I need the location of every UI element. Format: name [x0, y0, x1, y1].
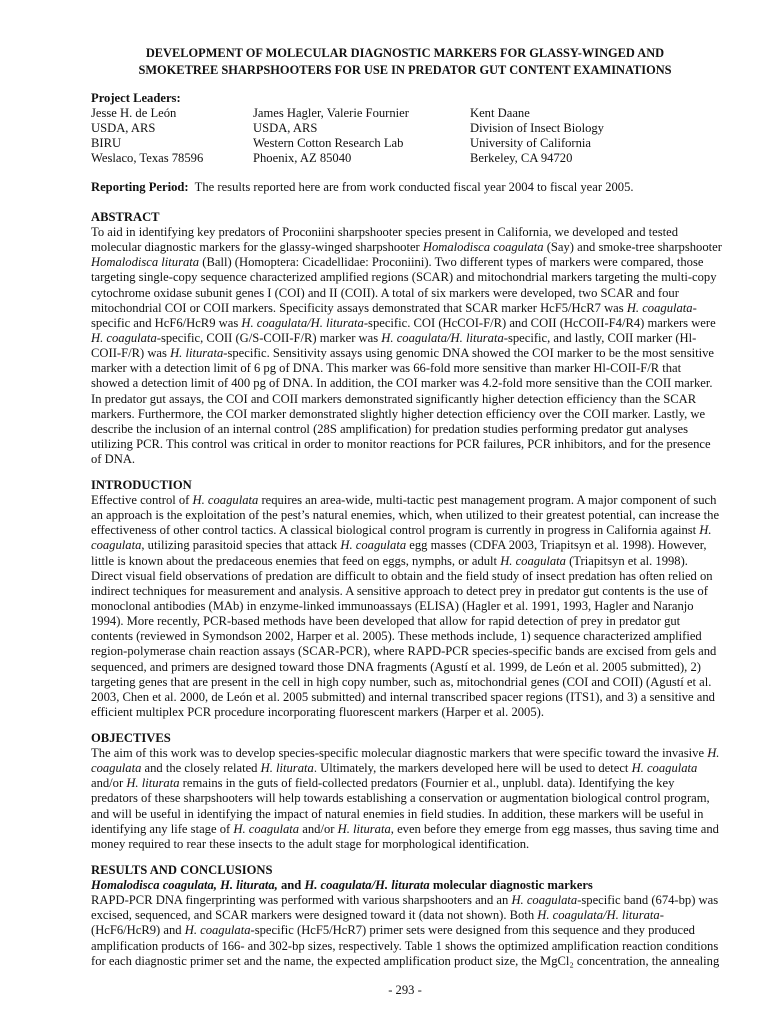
text-run: remains in the guts of field-collected predators (Fournier et al., unplubl. data). Identifying the key: [179, 776, 675, 791]
text-line: [91, 286, 726, 301]
italic-text: coagulata: [91, 761, 142, 776]
leader-column-1: [91, 106, 203, 166]
italic-text: H. liturata: [260, 761, 314, 776]
leader-column-3: [470, 106, 604, 166]
text-run: (Ball) (Homoptera: Cicadellidae: Proconiini). Two different types of markers were compared, those: [199, 255, 704, 270]
italic-text: H. coagulata: [500, 553, 566, 568]
italic-text: Homalodisca liturata: [91, 255, 200, 270]
text-run: monoclonal antibodies (MAb) in enzyme-linked immunoassays (ELISA) (Hagler et al. 1991, 1993, Hagler and Naranjo: [91, 598, 694, 613]
text-line: [91, 270, 726, 285]
text-line: [91, 554, 726, 569]
text-line: [91, 331, 726, 346]
text-line: [91, 407, 726, 422]
text-run: marker with a detection limit of 6 pg of DNA. This marker was 66-fold more sensitive than marker Hl-COII-F/R that: [91, 361, 682, 376]
leader-info-line: Phoenix, AZ 85040: [253, 151, 352, 165]
text-run: molecular diagnostic markers for the glassy-winged sharpshooter: [91, 240, 423, 255]
text-line: [91, 392, 726, 407]
text-run: and/or: [91, 776, 127, 791]
text-run: (Say) and smoke-tree sharpshooter: [543, 240, 722, 255]
text-run: indirect techniques for measurement and analysis. A sensitive approach to detect prey in predator gut contents is the use of: [91, 583, 708, 598]
title-line-2: SMOKETREE SHARPSHOOTERS FOR USE IN PREDATOR GUT CONTENT EXAMINATIONS: [138, 63, 672, 77]
text-run: money required to rear these insects to the adult stage for morphological identification.: [91, 836, 530, 851]
italic-text: H.: [707, 746, 720, 760]
text-line: [91, 301, 726, 316]
leader-info-line: University of California: [470, 136, 592, 150]
italic-text: H. coagulata: [511, 893, 578, 908]
leader-info-line: BIRU: [91, 136, 122, 150]
leader-info-line: Division of Insect Biology: [470, 121, 604, 135]
italic-text: H. coagulata/H. liturata: [241, 315, 364, 330]
results-heading: RESULTS AND CONCLUSIONS: [91, 863, 273, 877]
reporting-period: [91, 180, 634, 195]
text-line: [91, 761, 726, 776]
text-run: requires an area-wide, multi-tactic pest management program. A major component of such: [258, 493, 717, 507]
text-run: In predator gut assays, the COI and COII markers demonstrated significantly higher detection efficiency than the SCAR: [91, 391, 697, 406]
text-run: targeting single-copy sequence characterized amplified regions (SCAR) and mitochondrial markers targeting the multi-copy: [91, 270, 717, 285]
italic-text: H. coagulata/H. liturata: [381, 330, 504, 345]
text-run: -specific (HcF5/HcR7) primer sets were designed from this sequence and they produced: [250, 923, 695, 938]
objectives-body: [91, 746, 726, 852]
leader-info-line: Berkeley, CA 94720: [470, 151, 573, 165]
text-run: predators of these sharpshooters will help towards establishing a conservation or augmentation biological control program,: [91, 791, 710, 806]
italic-text: H. coagulata: [233, 821, 300, 836]
text-line: [91, 908, 726, 923]
introduction-section: [91, 478, 726, 720]
text-line: [91, 776, 726, 791]
text-run: Direct visual field observations of predation are difficult to obtain and the field study of insect predation has often relied on: [91, 568, 713, 583]
text-run: contents (reviewed in Symondson 2002, Harper et al. 2005). These methods include, 1) sequence characterized amplified: [91, 629, 702, 644]
text-run: excised, sequenced, and SCAR markers were designed toward it (data not shown). Both: [91, 908, 538, 923]
text-run: specific and HcF6/HcR9 was: [91, 315, 242, 330]
text-run: -: [659, 908, 664, 923]
leader-info-line: Weslaco, Texas 78596: [91, 151, 204, 165]
text-run: . Ultimately, the markers developed here will be used to detect: [313, 761, 632, 776]
text-run: effectiveness of other control tactics. A classical biological control program is currently in progress in California against: [91, 523, 700, 538]
text-run: for each diagnostic primer set and the name, the expected amplification product size, the MgCl₂ concentration, the annealing: [91, 953, 720, 968]
italic-text: H. liturata: [337, 821, 391, 836]
text-run: -: [692, 300, 697, 315]
italic-text: Homalodisca coagulata, H. liturata,: [91, 878, 278, 892]
results-subheading: [91, 878, 726, 893]
text-run: 1994). More recently, PCR-based methods have been developed that allow for rapid detection of prey in predator gut: [91, 614, 681, 629]
text-line: [91, 807, 726, 822]
results-body: [91, 893, 726, 969]
text-run: sequenced, and primers are designed toward those DNA fragments (Agustí et al. 1999, de León et al. 2005 submitted), 2): [91, 659, 701, 674]
text-line: [91, 690, 726, 705]
text-line: [91, 538, 726, 553]
text-run: (HcF6/HcR9) and: [91, 923, 185, 938]
reporting-period-label: Reporting Period:: [91, 180, 189, 194]
text-run: an approach is the exploitation of the pest’s natural enemies, which, when utilized to their greatest potential, can increase the: [91, 508, 720, 523]
text-line: [91, 791, 726, 806]
italic-text: H. liturata: [170, 346, 224, 361]
introduction-body: [91, 493, 726, 720]
italic-text: H. coagulata: [192, 493, 259, 507]
text-line: [91, 316, 726, 331]
text-run: identifying any life stage of: [91, 821, 234, 836]
text-run: and will be useful in identifying the impact of natural enemies in field studies. In addition, these markers will be useful in: [91, 806, 704, 821]
text-line: [91, 954, 726, 969]
introduction-heading: INTRODUCTION: [91, 478, 192, 492]
text-run: -specific band (674-bp) was: [577, 893, 719, 908]
objectives-heading: OBJECTIVES: [91, 731, 171, 745]
abstract-section: [91, 210, 726, 467]
italic-text: H.: [699, 523, 712, 538]
text-line: [91, 240, 726, 255]
document-title: [0, 45, 770, 79]
page-number: - 293 -: [388, 983, 422, 997]
text-run: of DNA.: [91, 452, 136, 467]
italic-text: Homalodisca coagulata: [422, 240, 544, 255]
text-run: amplification products of 166- and 302-bp sizes, respectively. Table 1 shows the optimized amplification reaction conditions: [91, 938, 719, 953]
text-line: [91, 660, 726, 675]
text-run: utilizing PCR. This control was critical in order to monitor reactions for PCR failures, PCR inhibitors, and for the presence: [91, 436, 711, 451]
text-line: [91, 584, 726, 599]
text-run: 2003, Chen et al. 2000, de León et al. 2005 submitted) and internal transcribed spacer regions (ITS1), and 3) a sensitive and: [91, 689, 715, 704]
text-line: [91, 923, 726, 938]
text-run: region-polymerase chain reaction assays (SCAR-PCR), where RAPD-PCR species-specific bands are excised from gels and: [91, 644, 717, 659]
text-run: -specific. Sensitivity assays using genomic DNA showed the COI marker to be the most sensitive: [223, 346, 714, 361]
italic-text: H. coagulata: [631, 761, 698, 776]
text-run: and/or: [299, 821, 338, 836]
text-line: [91, 629, 726, 644]
leader-info-line: Kent Daane: [470, 106, 530, 120]
italic-text: H. coagulata: [91, 330, 157, 345]
reporting-period-text: The results reported here are from work conducted fiscal year 2004 to fiscal year 2005.: [194, 180, 634, 194]
text-run: and: [277, 878, 305, 892]
text-line: [91, 422, 726, 437]
text-line: [91, 225, 726, 240]
text-line: [91, 644, 726, 659]
text-line: [91, 437, 726, 452]
text-line: [91, 893, 726, 908]
text-run: -specific, COII (G/S-COII-F/R) marker was: [156, 330, 382, 345]
leader-info-line: Western Cotton Research Lab: [253, 136, 404, 150]
leader-column-2: [253, 106, 409, 166]
title-line-1: DEVELOPMENT OF MOLECULAR DIAGNOSTIC MARKERS FOR GLASSY-WINGED AND: [145, 46, 665, 60]
text-run: targeting genes that are present in the cell in high copy number, such as, mitochondrial genes (COI and COII) (Agustí et al.: [91, 674, 712, 689]
text-run: RAPD-PCR DNA fingerprinting was performed with various sharpshooters and an: [91, 893, 512, 908]
text-run: (Triapitsyn et al. 1998).: [565, 553, 688, 568]
text-line: [91, 822, 726, 837]
text-line: [91, 523, 726, 538]
text-run: , utilizing parasitoid species that attack: [141, 538, 341, 553]
text-run: and the closely related: [141, 761, 261, 776]
text-run: -specific, and lastly, COII marker (Hl-: [503, 330, 697, 345]
italic-text: H. liturata: [126, 776, 180, 791]
italic-text: H. coagulata: [340, 538, 407, 553]
leader-info-line: USDA, ARS: [253, 121, 318, 135]
text-line: [91, 376, 726, 391]
text-run: showed a detection limit of 400 pg of DNA. In addition, the COI marker was 4.2-fold more sensitive than the COII marker.: [91, 376, 713, 391]
text-run: COII-F/R) was: [91, 346, 171, 361]
text-line: [91, 508, 726, 523]
text-run: mitochondrial COI or COII markers. Specificity assays demonstrated that SCAR marker HcF5/HcR7 was: [91, 300, 627, 315]
abstract-body: [91, 225, 726, 467]
text-line: [91, 837, 726, 852]
text-line: [91, 346, 726, 361]
text-run: egg masses (CDFA 2003, Triapitsyn et al. 1998). However,: [406, 538, 707, 553]
italic-text: H. coagulata: [184, 923, 251, 938]
leader-info-line: USDA, ARS: [91, 121, 156, 135]
text-line: [91, 614, 726, 629]
text-run: -specific. COI (HcCOI-F/R) and COII (HcCOII-F4/R4) markers were: [363, 315, 716, 330]
italic-text: coagulata: [91, 538, 142, 553]
text-line: [91, 705, 726, 720]
text-line: [91, 255, 726, 270]
results-section: [91, 863, 726, 969]
text-run: efficient multiplex PCR procedure incorporating fluorescent markers (Harper et al. 2005).: [91, 704, 544, 719]
italic-text: H. coagulata: [626, 300, 693, 315]
text-run: , even before they emerge from egg masses, thus saving time and: [390, 821, 719, 836]
text-line: [91, 939, 726, 954]
text-run: markers. Furthermore, the COI marker demonstrated slightly higher detection efficiency over the COII marker. Lastly, we: [91, 406, 706, 421]
objectives-section: [91, 731, 726, 852]
text-line: [91, 569, 726, 584]
text-line: [91, 675, 726, 690]
italic-text: H. coagulata/H. liturata: [537, 908, 660, 923]
text-run: To aid in identifying key predators of Proconiini sharpshooter species present in California, we developed and tested: [91, 225, 679, 239]
text-run: describe the inclusion of an internal control (28S amplification) for predation studies performing predator gut analyses: [91, 421, 688, 436]
abstract-heading: ABSTRACT: [91, 210, 160, 224]
leader-info-line: Jesse H. de León: [91, 106, 177, 120]
leader-info-line: James Hagler, Valerie Fournier: [253, 106, 409, 120]
text-run: Effective control of: [91, 493, 193, 507]
italic-text: H. coagulata/H. liturata: [304, 878, 430, 892]
text-line: [91, 493, 726, 508]
text-run: little is known about the predaceous enemies that feed on eggs, nymphs, or adult: [91, 553, 501, 568]
text-run: cytochrome oxidase subunit genes I (COI) and II (COII). A total of six markers were developed, two SCAR and four: [91, 285, 679, 300]
project-leaders-label: Project Leaders:: [91, 91, 181, 105]
text-line: [91, 599, 726, 614]
text-line: [91, 452, 726, 467]
text-run: molecular diagnostic markers: [429, 878, 593, 892]
text-line: [91, 361, 726, 376]
text-run: The aim of this work was to develop species-specific molecular diagnostic markers that were specific toward the invasive: [91, 746, 708, 760]
text-line: [91, 746, 726, 761]
